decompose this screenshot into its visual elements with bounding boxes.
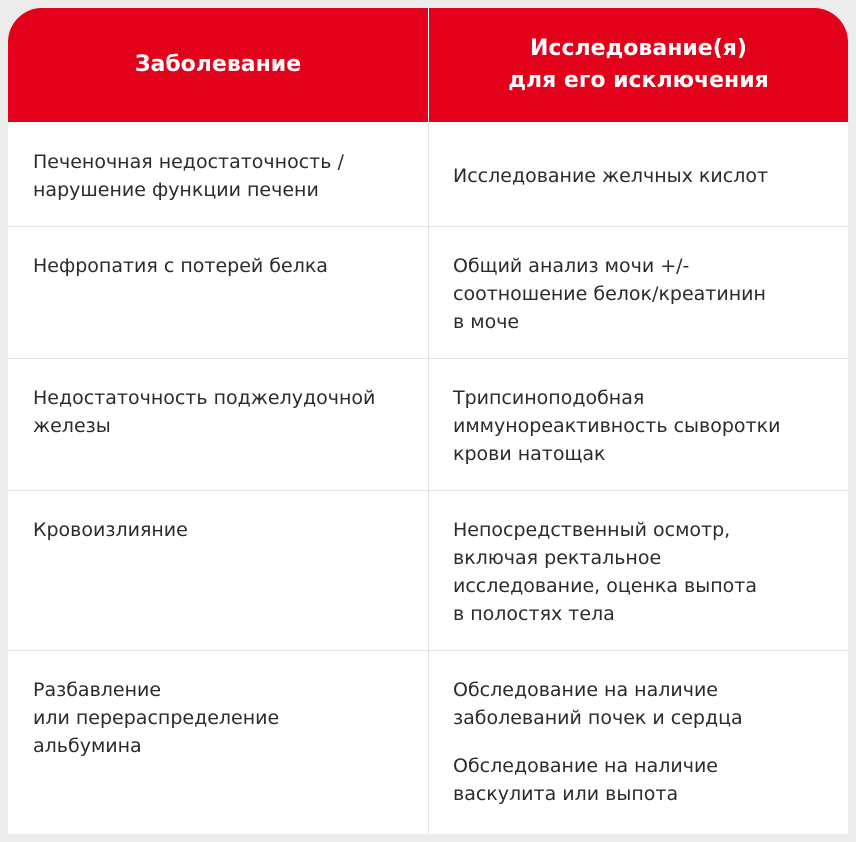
column-divider: [428, 122, 429, 834]
row-divider: [8, 490, 848, 491]
tests-cell-nephropathy: Общий анализ мочи +/- соотношение белок/креатинин в моче: [453, 255, 766, 333]
tests-cell-albumin-2: Обследование на наличие васкулита или выпота: [453, 755, 718, 805]
comparison-table: [8, 8, 848, 834]
disease-cell-hemorrhage: Кровоизлияние: [33, 519, 188, 541]
row-divider: [8, 358, 848, 359]
disease-cell-liver: Печеночная недостаточность / нарушение функции печени: [33, 151, 344, 201]
tests-cell-pancreas: Трипсиноподобная иммунореактивность сыворотки крови натощак: [453, 387, 781, 465]
disease-cell-pancreas: Недостаточность поджелудочной железы: [33, 387, 376, 437]
table-header: [8, 8, 848, 122]
header-disease: Заболевание: [134, 52, 302, 77]
row-divider: [8, 650, 848, 651]
row-divider: [8, 226, 848, 227]
tests-cell-liver: Исследование желчных кислот: [453, 165, 769, 187]
disease-cell-albumin: Разбавление или перераспределение альбумина: [33, 679, 280, 757]
disease-cell-nephropathy: Нефропатия с потерей белка: [33, 255, 328, 277]
header-tests: Исследование(я) для его исключения: [508, 36, 769, 93]
tests-cell-hemorrhage: Непосредственный осмотр, включая ректальное исследование, оценка выпота в полостях тела: [453, 519, 757, 625]
tests-cell-albumin-1: Обследование на наличие заболеваний почек и сердца: [453, 679, 743, 729]
